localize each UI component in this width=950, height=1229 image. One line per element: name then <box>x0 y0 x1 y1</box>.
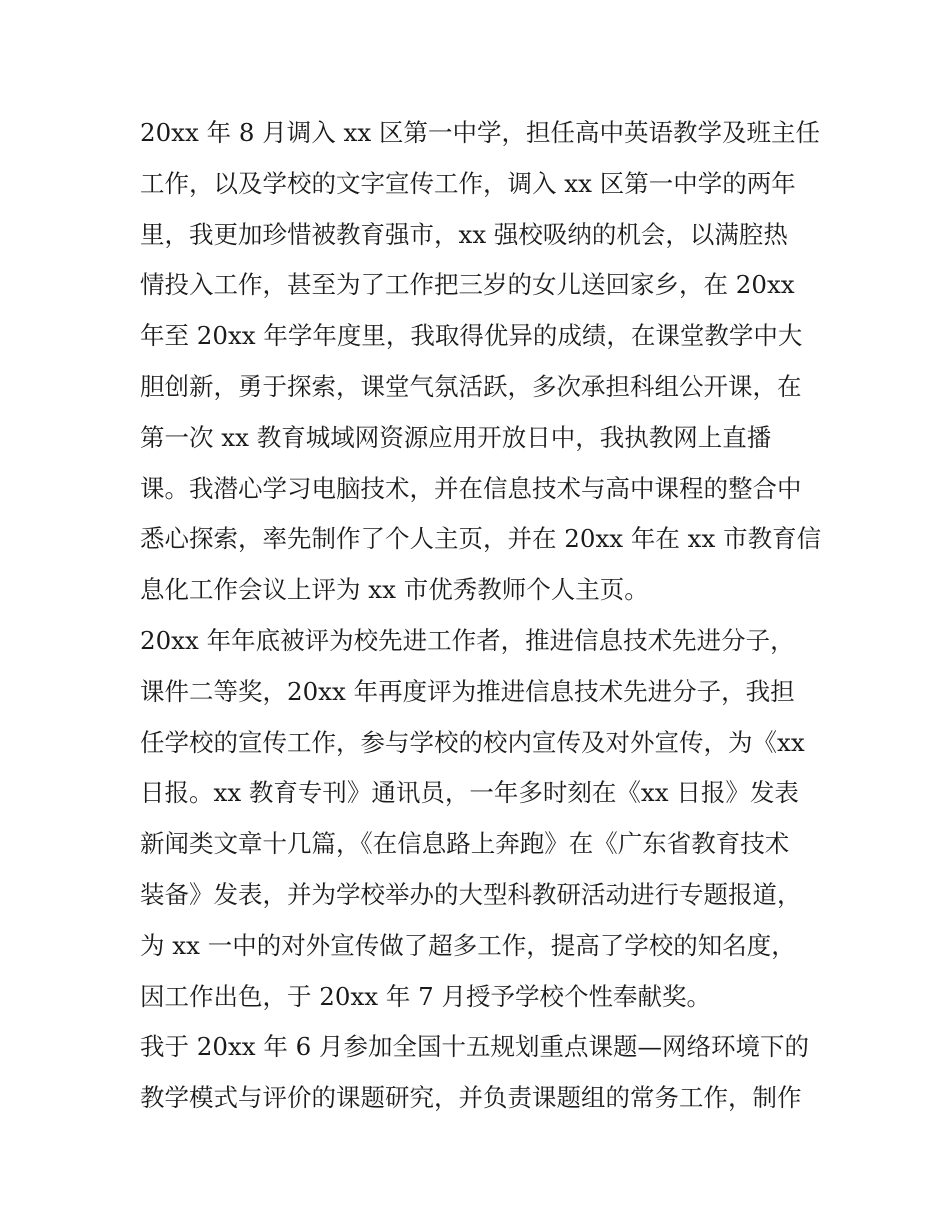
text-line-7: 第一次 xx 教育城域网资源应用开放日中，我执教网上直播 <box>140 422 772 452</box>
text-line-13: 任学校的宣传工作，参与学校的校内宣传及对外宣传，为《xx <box>140 727 805 757</box>
text-line-14: 日报。xx 教育专刊》通讯员，一年多时刻在《xx 日报》发表 <box>140 778 799 808</box>
text-line-8: 课。我潜心学习电脑技术，并在信息技术与高中课程的整合中 <box>140 473 802 503</box>
text-line-4: 情投入工作，甚至为了工作把三岁的女儿送回家乡，在 20xx <box>140 270 795 300</box>
document-body <box>140 108 830 1124</box>
text-line-16: 装备》发表，并为学校举办的大型科教研活动进行专题报道， <box>140 879 802 909</box>
text-line-15: 新闻类文章十几篇，《在信息路上奔跑》在《广东省教育技术 <box>140 829 790 859</box>
text-line-3: 里，我更加珍惜被教育强市，xx 强校吸纳的机会，以满腔热 <box>140 219 788 249</box>
text-line-18: 因工作出色，于 20xx 年 7 月授予学校个性奉献奖。 <box>140 981 712 1011</box>
text-line-17: 为 xx 一中的对外宣传做了超多工作，提高了学校的知名度， <box>140 930 796 960</box>
text-line-10: 息化工作会议上评为 xx 市优秀教师个人主页。 <box>140 575 649 605</box>
text-line-5: 年至 20xx 年学年度里，我取得优异的成绩，在课堂教学中大 <box>140 321 803 351</box>
text-line-2: 工作，以及学校的文字宣传工作，调入 xx 区第一中学的两年 <box>140 168 796 198</box>
text-line-1: 20xx 年 8 月调入 xx 区第一中学，担任高中英语教学及班主任 <box>140 118 820 147</box>
text-line-6: 胆创新，勇于探索，课堂气氛活跃，多次承担科组公开课，在 <box>140 371 802 401</box>
text-line-20: 教学模式与评价的课题研究，并负责课题组的常务工作，制作 <box>140 1083 802 1113</box>
text-line-19: 我于 20xx 年 6 月参加全国十五规划重点课题—网络环境下的 <box>140 1032 810 1062</box>
text-line-9: 悉心探索，率先制作了个人主页，并在 20xx 年在 xx 市教育信 <box>140 524 822 554</box>
text-line-11: 20xx 年年底被评为校先进工作者，推进信息技术先进分子， <box>140 625 795 655</box>
text-line-12: 课件二等奖，20xx 年再度评为推进信息技术先进分子，我担 <box>140 676 795 706</box>
